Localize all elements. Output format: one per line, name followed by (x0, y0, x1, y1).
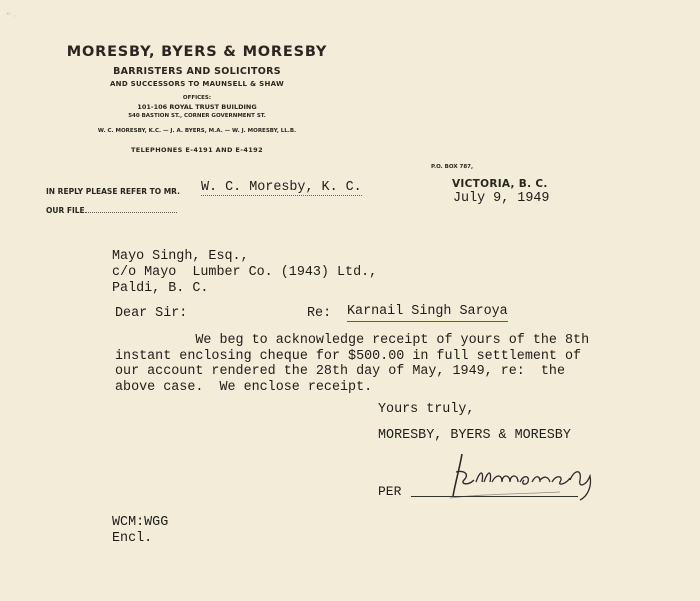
signature-firm: MORESBY, BYERS & MORESBY (378, 428, 571, 443)
profession-line: BARRISTERS AND SOLICITORS (113, 66, 281, 77)
recipient-address: Mayo Singh, Esq., c/o Mayo Lumber Co. (1943) Ltd., Paldi, B. C. (112, 249, 378, 296)
offices-label: OFFICES: (182, 95, 212, 101)
firm-name: MORESBY, BYERS & MORESBY (66, 44, 328, 60)
refer-to-name: W. C. Moresby, K. C. (201, 180, 362, 195)
our-file-label: OUR FILE (46, 206, 85, 215)
telephones-line: TELEPHONES E-4191 AND E-4192 (130, 146, 264, 154)
our-file-blank (85, 206, 177, 213)
reply-refer-label: IN REPLY PLEASE REFER TO MR. (46, 187, 180, 196)
our-file-field (46, 206, 177, 215)
typist-initials-enclosure: WCM:WGG Encl. (112, 515, 169, 546)
signature-line (411, 496, 578, 497)
po-box: P.O. BOX 787, (431, 164, 474, 170)
city: VICTORIA, B. C. (452, 178, 548, 190)
offices-line-2: 540 BASTION ST., CORNER GOVERNMENT ST. (128, 113, 266, 119)
re-label: Re: (307, 306, 332, 321)
page-corner-mark: “ · (6, 12, 17, 22)
offices-line-1: 101-106 ROYAL TRUST BUILDING (137, 103, 257, 111)
letter-date: July 9, 1949 (453, 191, 550, 206)
closing: Yours truly, (378, 402, 475, 417)
partners-line: W. C. MORESBY, K.C. — J. A. BYERS, M.A. — W. J. MORESBY, LL.B. (97, 128, 297, 134)
salutation: Dear Sir: (115, 306, 188, 321)
subject-line: Karnail Singh Saroya (347, 304, 508, 322)
successors-line: AND SUCCESSORS TO MAUNSELL & SHAW (109, 80, 285, 88)
letter-body: We beg to acknowledge receipt of yours of the 8th instant enclosing cheque for $500.00 in full settlement of our account rendered the 28th day of May, 1949, re: the above case. We enclose receipt. (115, 333, 590, 395)
per-label: PER (378, 484, 402, 499)
